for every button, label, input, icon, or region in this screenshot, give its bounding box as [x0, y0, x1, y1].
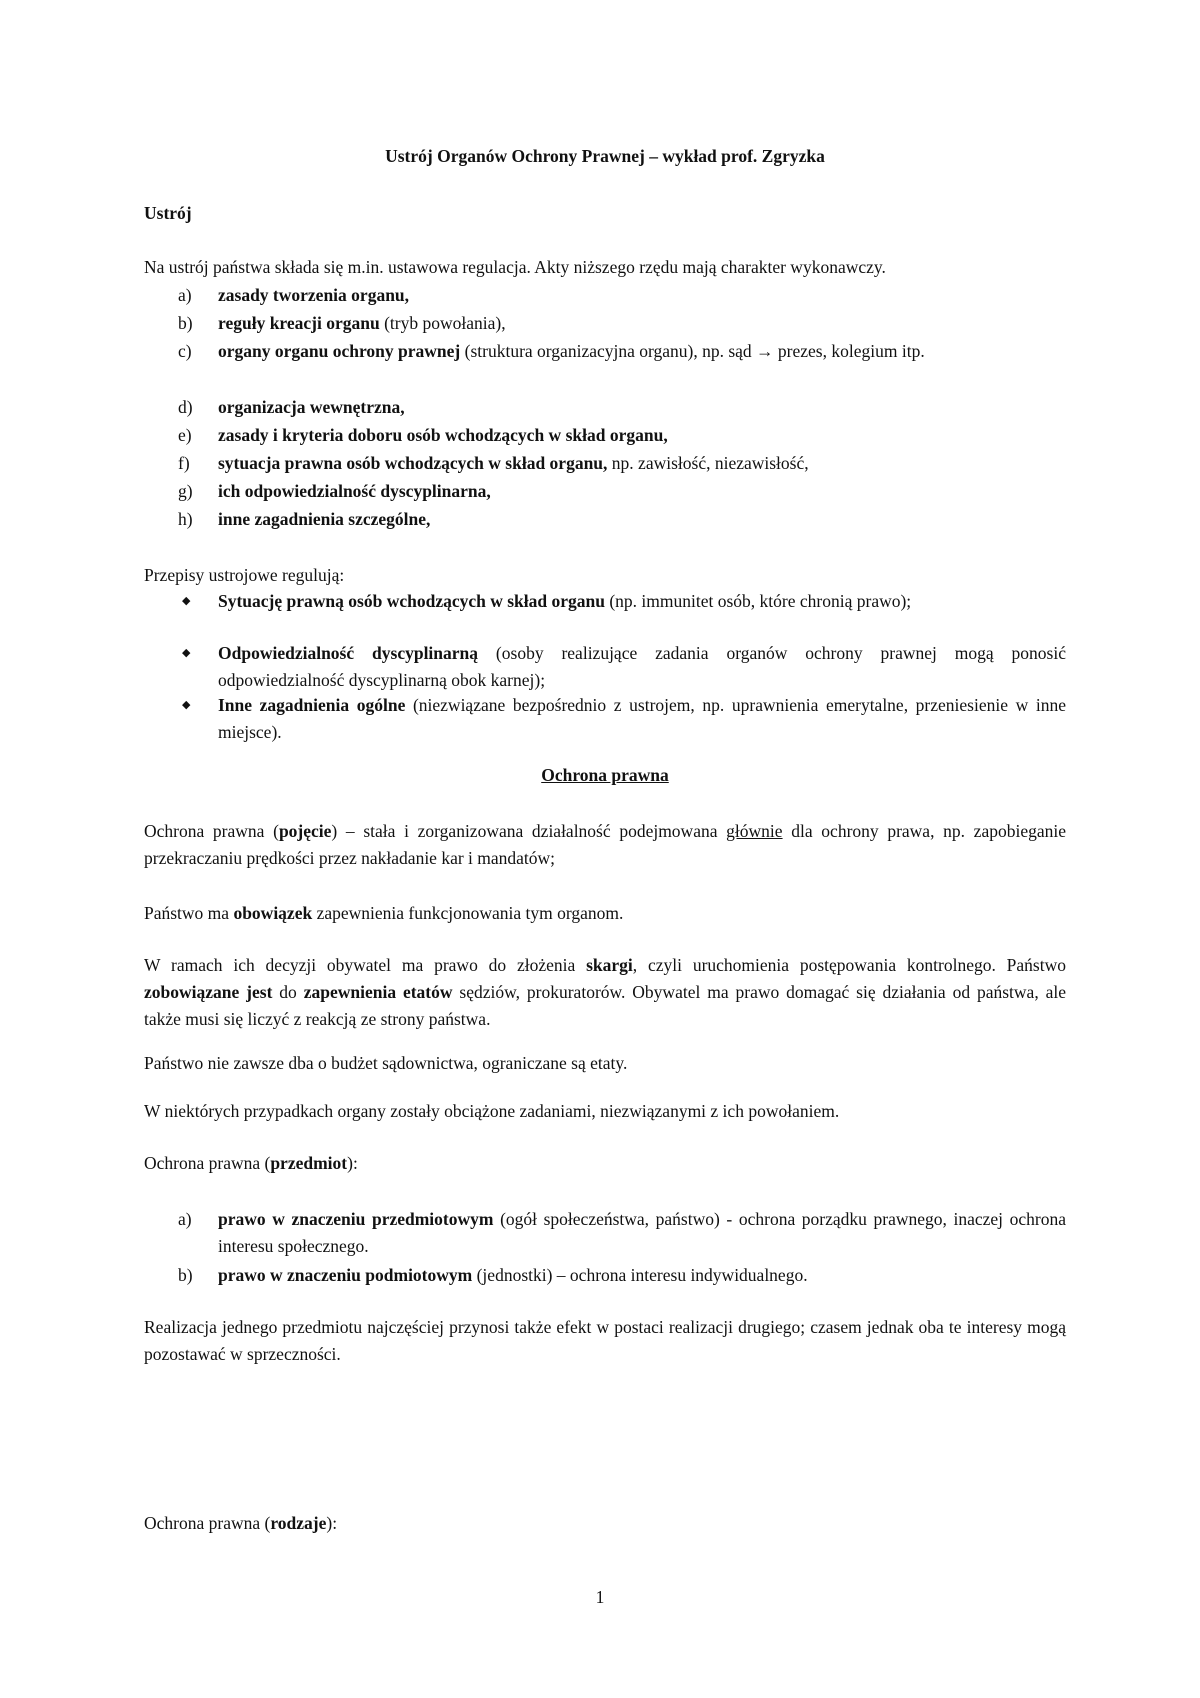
bullet-item: [144, 640, 1066, 694]
bullet-bold: Odpowiedzialność dyscyplinarną: [218, 643, 479, 663]
list-item-bold: inne zagadnienia szczególne,: [218, 509, 431, 529]
bullet-text: (np. immunitet osób, które chronią prawo);: [604, 591, 912, 611]
list-item: [144, 478, 1066, 505]
document-title: Ustrój Organów Ochrony Prawnej – wykład prof. Zgryzka: [385, 146, 825, 166]
list-item: [144, 506, 1066, 533]
list-item-text: (ogół społeczeństwa, państwo) - ochrona porządku prawnego, inaczej ochrona interesu społecznego.: [218, 1209, 1067, 1256]
list-item-bold: prawo w znaczeniu przedmiotowym: [218, 1209, 494, 1229]
list-item: [144, 422, 1066, 449]
bullet-icon: ◆: [182, 699, 191, 711]
list-marker: e): [178, 425, 192, 445]
list-item-bold: ich odpowiedzialność dyscyplinarna,: [218, 481, 491, 501]
bullet-bold: Inne zagadnienia ogólne: [218, 695, 406, 715]
list-item: [144, 394, 1066, 421]
list-marker: c): [178, 341, 192, 361]
paragraph-obowiazek: Państwo ma obowiązek zapewnienia funkcjonowania tym organom.: [144, 903, 624, 923]
list-item-bold: prawo w znaczeniu podmiotowym: [218, 1265, 473, 1285]
paragraph-rodzaje: Ochrona prawna (rodzaje):: [144, 1513, 338, 1533]
bullet-text: (osoby realizujące zadania organów ochrony prawnej mogą ponosić odpowiedzialność dyscyplinarną obok karnej);: [218, 643, 1066, 690]
paragraph-skarga: W ramach ich decyzji obywatel ma prawo do złożenia skargi, czyli uruchomienia postępowania kontrolnego. Państwo zobowiązane jest do zapewnienia etatów sędziów, prokuratorów. Obywatel ma prawo domagać się działania od państwa, ale także musi się liczyć z reakcją ze strony państwa.: [144, 955, 1066, 1029]
paragraph-budzet: Państwo nie zawsze dba o budżet sądownictwa, ograniczane są etaty.: [144, 1053, 628, 1073]
list-item: [144, 310, 1066, 337]
section-heading-ochrona: Ochrona prawna: [541, 765, 669, 785]
list-item-bold: reguły kreacji organu: [218, 313, 380, 333]
list-item-text: (jednostki) – ochrona interesu indywidualnego.: [472, 1265, 808, 1285]
list-item: [144, 338, 1066, 365]
list-item-bold: organizacja wewnętrzna,: [218, 397, 405, 417]
paragraph-zadania: W niektórych przypadkach organy zostały obciążone zadaniami, niezwiązanymi z ich powołaniem.: [144, 1101, 840, 1121]
list-item: [144, 1206, 1066, 1260]
ustrojowe-intro: Przepisy ustrojowe regulują:: [144, 565, 345, 585]
bullet-icon: ◆: [182, 595, 191, 607]
list-item-bold: zasady tworzenia organu,: [218, 285, 410, 305]
page-number: 1: [595, 1587, 605, 1607]
bullet-bold: Sytuację prawną osób wchodzących w skład organu: [218, 591, 605, 611]
list-item: [144, 450, 1066, 477]
list-marker: a): [178, 1209, 192, 1229]
section-heading-ustroj: Ustrój: [144, 203, 192, 223]
list-marker: d): [178, 397, 193, 417]
list-item: [144, 1262, 1066, 1289]
list-item-text: (tryb powołania),: [379, 313, 506, 333]
list-marker: b): [178, 1265, 193, 1285]
ustroj-intro: Na ustrój państwa składa się m.in. ustawowa regulacja. Akty niższego rzędu mają charakter wykonawczy.: [144, 257, 886, 277]
paragraph-realizacja: Realizacja jednego przedmiotu najczęściej przynosi także efekt w postaci realizacji drugiego; czasem jednak oba te interesy mogą pozostawać w sprzeczności.: [144, 1317, 1066, 1364]
paragraph-pojecie: Ochrona prawna (pojęcie) – stała i zorganizowana działalność podejmowana głównie dla ochrony prawa, np. zapobieganie przekraczaniu prędkości przez nakładanie kar i mandatów;: [144, 821, 1066, 868]
list-marker: g): [178, 481, 193, 501]
bullet-icon: ◆: [182, 647, 191, 659]
paragraph-przedmiot: Ochrona prawna (przedmiot):: [144, 1153, 358, 1173]
list-marker: b): [178, 313, 193, 333]
bullet-item: [144, 588, 1066, 615]
list-item-bold: organy organu ochrony prawnej: [218, 341, 461, 361]
list-item: [144, 282, 1066, 309]
list-item-bold: zasady i kryteria doboru osób wchodzących w skład organu,: [218, 425, 668, 445]
list-item-bold: sytuacja prawna osób wchodzących w skład organu,: [218, 453, 608, 473]
list-marker: h): [178, 509, 193, 529]
bullet-text: (niezwiązane bezpośrednio z ustrojem, np. uprawnienia emerytalne, przeniesienie w inne miejsce).: [218, 695, 1066, 742]
bullet-item: [144, 692, 1066, 746]
list-marker: f): [178, 453, 190, 473]
list-item-text: (struktura organizacyjna organu), np. sąd → prezes, kolegium itp.: [460, 341, 925, 361]
list-item-text: np. zawisłość, niezawisłość,: [607, 453, 809, 473]
list-marker: a): [178, 285, 192, 305]
